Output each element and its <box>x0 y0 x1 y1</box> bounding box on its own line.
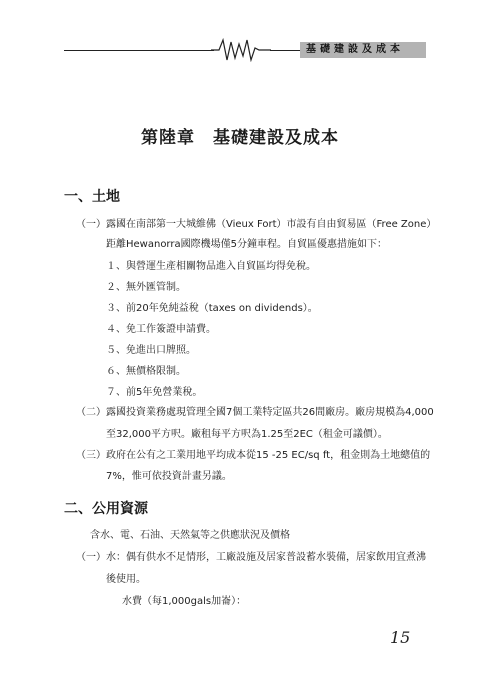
running-title: 基礎建設及成本 <box>306 44 404 55</box>
header-wave-icon <box>211 38 271 62</box>
paragraph-line: （三）政府在公有之工業用地平均成本從15 -25 EC/sq ft，租金則為土地總值的 <box>76 450 431 461</box>
paragraph-line: 7%，惟可依投資計畫另議。 <box>106 471 232 482</box>
paragraph-line: 距離Hewanorra國際機場僅5分鐘車程。自貿區優惠措施如下： <box>106 239 387 250</box>
paragraph-line: （二）露國投資業務處現管理全國7個工業特定區共26間廠房。廠房規模為4,000 <box>76 407 434 418</box>
list-item: １、與營運生產相關物品進入自貿區均得免稅。 <box>106 261 316 272</box>
list-item: ４、免工作簽證申請費。 <box>106 324 216 335</box>
paragraph-line: 至32,000平方呎。廠租每平方呎為1.25至2EC（租金可議價）。 <box>106 429 388 440</box>
section-heading-utilities: 二、公用資源 <box>64 501 148 517</box>
paragraph-line: （一）露國在南部第一大城維佛（Vieux Fort）市設有自由貿易區（Free Zone） <box>76 219 437 230</box>
header-rule-right <box>270 50 302 51</box>
paragraph-line: 含水、電、石油、天然氣等之供應狀況及價格 <box>90 530 290 541</box>
list-item: ２、無外匯管制。 <box>106 282 186 293</box>
section-heading-land: 一、土地 <box>64 189 120 205</box>
header-rule-left <box>64 50 214 51</box>
list-item: ６、無價格限制。 <box>106 366 186 377</box>
list-item: ７、前5年免營業稅。 <box>106 387 203 398</box>
paragraph-line: 後使用。 <box>106 574 146 585</box>
paragraph-line: 水費（每1,000gals加崙）： <box>122 596 247 607</box>
paragraph-line: （一）水：偶有供水不足情形，工廠設施及居家普設蓄水裝備，居家飲用宜煮沸 <box>76 552 426 563</box>
chapter-title: 第陸章 基礎建設及成本 <box>141 128 339 148</box>
list-item: ５、免進出口牌照。 <box>106 345 196 356</box>
page-number: 15 <box>390 628 411 647</box>
list-item: ３、前20年免純益稅（taxes on dividends）。 <box>106 303 318 314</box>
